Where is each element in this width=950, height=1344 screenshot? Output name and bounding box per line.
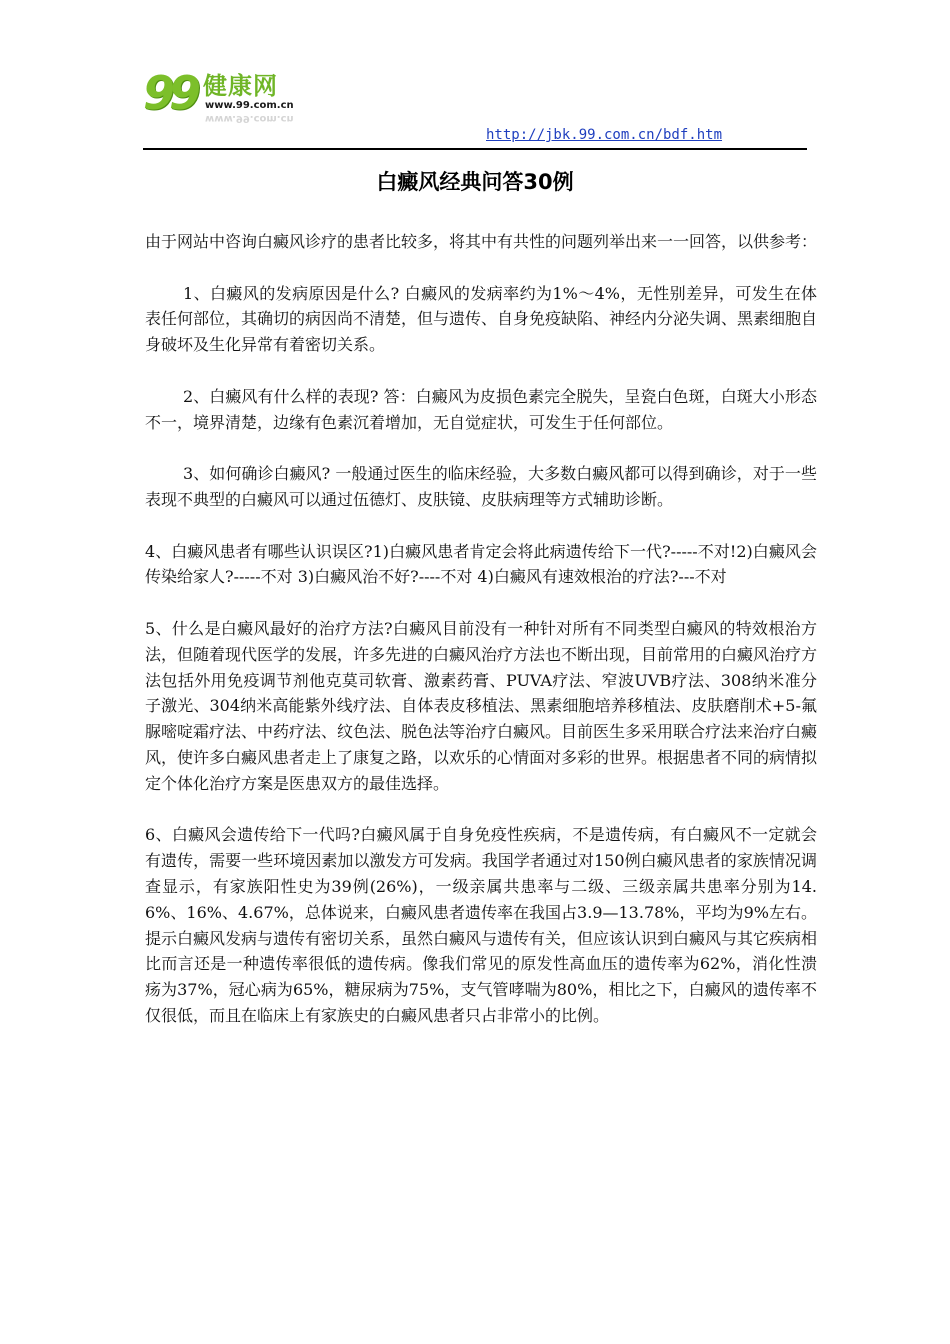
document-body (145, 229, 817, 1055)
logo-url-reflection: www.99.com.cn (205, 113, 294, 124)
qa-paragraph-5: 5、什么是白癜风最好的治疗方法?白癜风目前没有一种针对所有不同类型白癜风的特效根治方法，但随着现代医学的发展，许多先进的白癜风治疗方法也不断出现，目前常用的白癜风治疗方法包括外用免疫调节剂他克莫司软膏、激素药膏、PUVA疗法、窄波UVB疗法、308纳米准分子激光、304纳米高能紫外线疗法、自体表皮移植法、黑素细胞培养移植法、皮肤磨削术+5-氟脲嘧啶霜疗法、中药疗法、纹色法、脱色法等治疗白癜风。目前医生多采用联合疗法来治疗白癜风，使许多白癜风患者走上了康复之路，以欢乐的心情面对多彩的世界。根据患者不同的病情拟定个体化治疗方案是医患双方的最佳选择。 (145, 618, 818, 793)
qa-paragraph-3: 3、如何确诊白癜风? 一般通过医生的临床经验，大多数白癜风都可以得到确诊，对于一些表现不典型的白癜风可以通过伍德灯、皮肤镜、皮肤病理等方式辅助诊断。 (145, 464, 817, 509)
qa-paragraph-2: 2、白癜风有什么样的表现? 答：白癜风为皮损色素完全脱失，呈瓷白色斑，白斑大小形态不一，境界清楚，边缘有色素沉着增加，无自觉症状，可发生于任何部位。 (145, 386, 817, 432)
logo-brand-name: 健康网 (203, 72, 278, 100)
qa-paragraph-6: 6、白癜风会遗传给下一代吗?白癜风属于自身免疫性疾病，不是遗传病，有白癜风不一定就会有遗传，需要一些环境因素加以激发方可发病。我国学者通过对150例白癜风患者的家族情况调查显示，有家族阳性史为39例(26%)，一级亲属共患率与二级、三级亲属共患率分别为14.6%、16%、4.67%，总体说来，白癜风患者遗传率在我国占3.9—13.78%，平均为9%左右。提示白癜风发病与遗传有密切关系，虽然白癜风与遗传有关，但应该认识到白癜风与其它疾病相比而言还是一种遗传率很低的遗传病。像我们常见的原发性高血压的遗传率为62%，消化性溃疡为37%，冠心病为65%，糖尿病为75%，支气管哮喘为80%，相比之下，白癜风的遗传率不仅很低，而且在临床上有家族史的白癜风患者只占非常小的比例。 (145, 825, 818, 1025)
qa-paragraph-4: 4、白癜风患者有哪些认识误区?1)白癜风患者肯定会将此病遗传给下一代?-----不对!2)白癜风会传染给家人?-----不对 3)白癜风治不好?----不对 4)白癜风有速效根治的疗法?---不对 (145, 541, 817, 587)
qa-paragraph-1: 1、白癜风的发病原因是什么? 白癜风的发病率约为1%～4%，无性别差异，可发生在体表任何部位，其确切的病因尚不清楚，但与遗传、自身免疫缺陷、神经内分泌失调、黑素细胞自身破坏及生化异常有着密切关系。 (145, 283, 818, 355)
logo-url: www.99.com.cn (205, 100, 294, 111)
header-divider (143, 148, 807, 150)
document-title: 白癜风经典问答30例 (376, 170, 574, 194)
intro-paragraph: 由于网站中咨询白癜风诊疗的患者比较多，将其中有共性的问题列举出来一一回答，以供参考： (145, 232, 818, 251)
logo-nines: 99 (143, 66, 196, 120)
site-logo (143, 66, 343, 130)
header-url-link[interactable]: http://jbk.99.com.cn/bdf.htm (486, 127, 723, 143)
